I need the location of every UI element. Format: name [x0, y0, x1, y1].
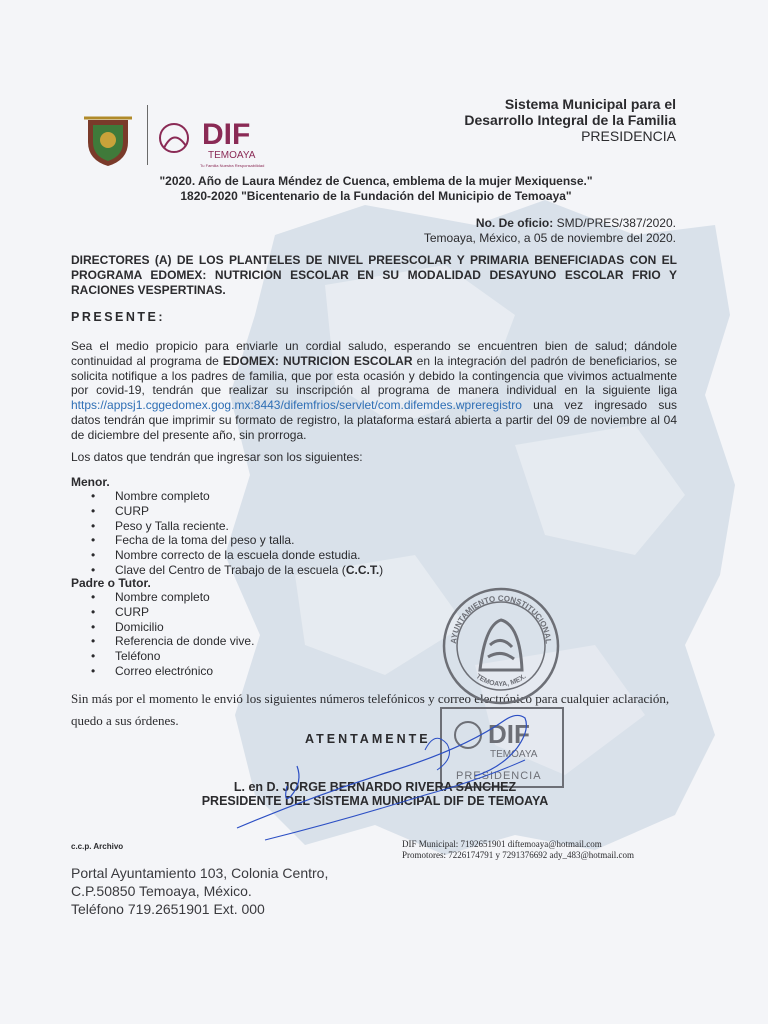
program-name: EDOMEX: NUTRICION ESCOLAR	[222, 353, 413, 368]
year-motto	[136, 174, 616, 204]
oficio-block	[424, 216, 676, 246]
footer-line-1: Portal Ayuntamiento 103, Colonia Centro,	[71, 865, 329, 881]
stamp-logo-text: DIF	[488, 719, 530, 749]
list-item: • Nombre completo	[91, 590, 254, 605]
header-organization	[464, 96, 676, 144]
oficio-number: SMD/PRES/387/2020.	[556, 216, 676, 230]
org-line-2: Desarrollo Integral de la Familia	[464, 112, 676, 128]
signer-name: L. en D. JORGE BERNARDO RIVERA SANCHEZ	[233, 780, 517, 794]
presente-heading: PRESENTE:	[71, 310, 166, 324]
motto-line-2: 1820-2020 "Bicentenario de la Fundación del Municipio de Temoaya"	[180, 189, 572, 203]
dif-logo-sub: TEMOAYA	[208, 150, 256, 161]
footer-line-3: Teléfono 719.2651901 Ext. 000	[71, 901, 265, 917]
stamp-sub-text: TEMOAYA	[490, 749, 538, 760]
closing-paragraph: Sin más por el momento le envió los siguientes números telefónicos y correo electrónico para cualquier aclaración, quedo a sus órdenes.	[71, 691, 670, 728]
body-part-3: una vez ingresado sus datos tendrán que imprimir su formato de registro, la plataforma estará abierta a partir del 09 de noviembre al 04 de diciembre del presente año, sin prorroga.	[71, 398, 677, 442]
oficio-label: No. De oficio:	[475, 216, 554, 230]
footer-address	[71, 864, 328, 918]
dif-logo-tagline: Tu Familia Nuestra Responsabilidad	[200, 163, 265, 168]
municipal-shield-logo	[80, 112, 136, 168]
cct-abbrev: C.C.T.	[345, 562, 380, 577]
motto-line-1: "2020. Año de Laura Méndez de Cuenca, emblema de la mujer Mexiquense."	[159, 174, 593, 188]
list-item: • CURP	[91, 504, 383, 519]
list-item: • Referencia de donde vive.	[91, 634, 254, 649]
body-paragraph	[71, 339, 677, 443]
contact-line-1: DIF Municipal: 7192651901 diftemoaya@hotmail.com	[402, 839, 602, 849]
place-date: Temoaya, México, a 05 de noviembre del 2020.	[423, 231, 676, 245]
body-part-1: Sea el medio propicio para enviarle un cordial saludo, esperando se encuentren bien de salud; dándole continuidad al programa de	[71, 339, 677, 368]
municipal-seal-stamp	[440, 585, 562, 707]
list-item: • Nombre correcto de la escuela donde estudia.	[91, 548, 383, 563]
datos-intro: Los datos que tendrán que ingresar son los siguientes:	[71, 450, 363, 464]
stamp-role-text: PRESIDENCIA	[456, 770, 542, 782]
list-item: • Correo electrónico	[91, 664, 254, 679]
padre-list	[91, 590, 254, 679]
org-line-3: PRESIDENCIA	[581, 128, 676, 144]
dif-temoaya-logo	[156, 112, 286, 172]
list-item: • Teléfono	[91, 649, 254, 664]
contact-info	[402, 839, 634, 861]
cct-close: )	[379, 562, 384, 577]
recipients: DIRECTORES (A) DE LOS PLANTELES DE NIVEL PREESCOLAR Y PRIMARIA BENEFICIADAS CON EL PROGRAMA EDOMEX: NUTRICION ESCOLAR EN SU MODALIDAD DESAYUNO ESCOLAR FRIO Y RACIONES VESPERTINAS.	[71, 253, 677, 297]
atentamente: ATENTAMENTE	[305, 732, 431, 746]
list-item: • Nombre completo	[91, 489, 383, 504]
seal-bottom-text: TEMOAYA, MEX.	[474, 673, 528, 689]
handwritten-signature	[225, 700, 555, 850]
list-item: • Fecha de la toma del peso y talla.	[91, 533, 383, 548]
list-item: • Peso y Talla reciente.	[91, 519, 383, 534]
dif-logo-text: DIF	[202, 118, 251, 151]
menor-heading: Menor.	[71, 475, 110, 489]
body-part-2: en la integración del padrón de beneficiarios, se solicita notifique a los padres de familia, que por esta ocasión y debido la contingencia que vivimos actualmente por covid-19, tendrán que realizar su inscripción al programa de manera individual en la siguiente liga	[71, 353, 677, 398]
menor-list	[91, 489, 383, 578]
org-line-1: Sistema Municipal para el	[504, 96, 676, 112]
ccp-archivo: c.c.p. Archivo	[71, 842, 124, 851]
registration-link[interactable]: https://appsj1.cggedomex.gog.mx:8443/difemfrios/servlet/com.difemdes.wpreregistro	[71, 398, 522, 413]
list-item: • CURP	[91, 605, 254, 620]
header-divider	[147, 105, 148, 165]
list-item: • Domicilio	[91, 620, 254, 635]
seal-top-text: AYUNTAMIENTO CONSTITUCIONAL	[449, 593, 553, 645]
padre-heading: Padre o Tutor.	[71, 576, 151, 590]
signer-title: PRESIDENTE DEL SISTEMA MUNICIPAL DIF DE TEMOAYA	[201, 794, 549, 808]
cct-item-text: Clave del Centro de Trabajo de la escuela (	[115, 562, 346, 577]
contact-line-2: Promotores: 7226174791 y 7291376692 ady_483@hotmail.com	[402, 850, 635, 860]
footer-line-2: C.P.50850 Temoaya, México.	[71, 883, 252, 899]
